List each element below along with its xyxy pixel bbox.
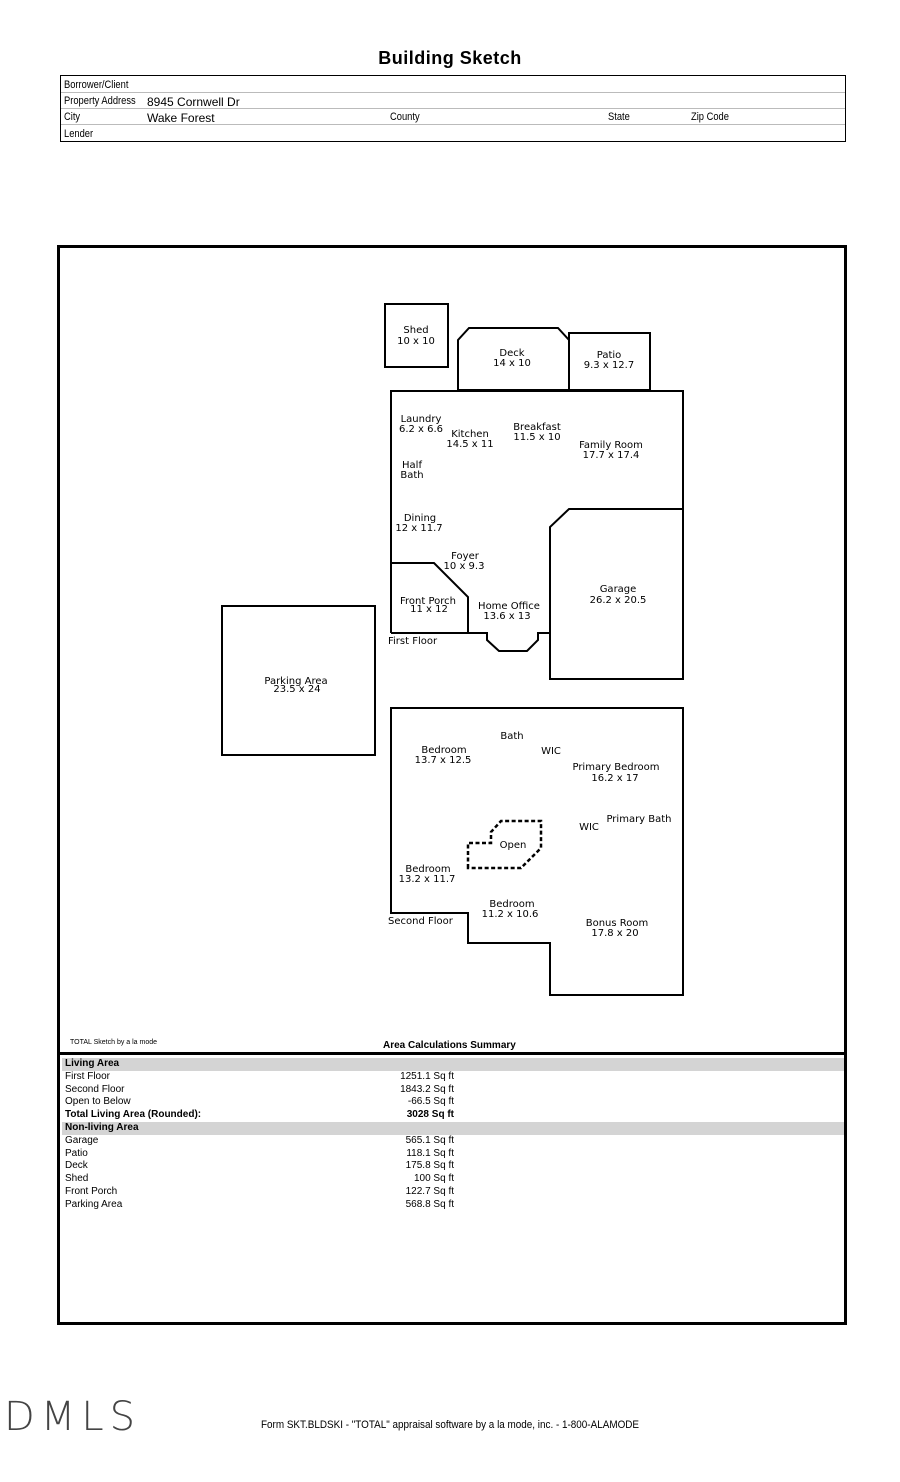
non-living-area-header [62, 1122, 844, 1135]
area-row [62, 1096, 844, 1109]
area-row-value: 122.7 Sq ft [405, 1185, 454, 1197]
family-room-dims: 17.7 x 17.4 [582, 450, 640, 461]
area-row-value: 175.8 Sq ft [405, 1160, 454, 1172]
area-row-value: 118.1 Sq ft [406, 1147, 454, 1159]
area-row [62, 1173, 844, 1186]
area-row-value: 100 Sq ft [413, 1173, 454, 1185]
area-row-name: Open to Below [65, 1096, 131, 1108]
breakfast-dims: 11.5 x 10 [513, 432, 561, 443]
borrower-label: Borrower/Client [64, 79, 129, 91]
area-row-name: Shed [65, 1173, 89, 1185]
area-row-name: Second Floor [65, 1083, 125, 1095]
area-row-value: 565.1 Sq ft [405, 1134, 454, 1146]
primary-bedroom-dims: 16.2 x 17 [591, 773, 639, 784]
patio-label: Patio [596, 350, 622, 361]
bedroom-1-label: Bedroom [421, 745, 467, 756]
family-room-label: Family Room [579, 440, 643, 451]
area-row-name: First Floor [65, 1070, 110, 1082]
laundry-dims: 6.2 x 6.6 [398, 424, 444, 435]
state-label: State [608, 111, 630, 123]
area-row-value: 1251.1 Sq ft [400, 1070, 454, 1082]
bonus-room-dims: 17.8 x 20 [591, 928, 639, 939]
area-row-value: -66.5 Sq ft [407, 1096, 454, 1108]
kitchen-label: Kitchen [451, 429, 489, 440]
bath-label: Bath [500, 731, 524, 742]
deck-dims: 14 x 10 [493, 358, 531, 369]
bedroom-2-label: Bedroom [405, 864, 451, 875]
sketch-credit: TOTAL Sketch by a la mode [70, 1039, 158, 1046]
first-floor-label: First Floor [388, 636, 438, 647]
half-bath-label-1: Half [402, 460, 422, 471]
home-office-dims: 13.6 x 13 [483, 611, 531, 622]
non-living-area-header-label: Non-living Area [65, 1121, 139, 1133]
deck-label: Deck [499, 348, 525, 359]
area-row-value: 568.8 Sq ft [405, 1198, 454, 1210]
second-floor-label: Second Floor [388, 916, 453, 927]
shed-label: Shed [403, 325, 429, 336]
open-label: Open [499, 840, 527, 851]
area-row-name: Front Porch [65, 1185, 118, 1197]
county-label: County [390, 111, 420, 123]
wic-label-1: WIC [541, 746, 561, 757]
total-living-area-value: 3028 Sq ft [406, 1109, 454, 1121]
bedroom-3-label: Bedroom [489, 899, 535, 910]
form-footer: Form SKT.BLDSKI - "TOTAL" appraisal software by a la mode, inc. - 1-800-ALAMODE [260, 1419, 640, 1431]
area-calculations-table [62, 1058, 844, 1212]
bay-window-outline [468, 633, 550, 651]
front-porch-label: Front Porch [400, 596, 456, 607]
bedroom-3-dims: 11.2 x 10.6 [481, 909, 539, 920]
dmls-logo: DMLS [4, 1394, 141, 1440]
primary-bedroom-label: Primary Bedroom [572, 762, 660, 773]
area-row [62, 1148, 844, 1161]
area-row-name: Garage [65, 1134, 99, 1146]
city-label: City [64, 111, 81, 123]
area-row-name: Patio [65, 1147, 88, 1159]
foyer-dims: 10 x 9.3 [443, 561, 485, 572]
total-living-area-row [62, 1109, 844, 1122]
foyer-label: Foyer [451, 551, 479, 562]
page-title: Building Sketch [378, 48, 522, 68]
area-row [62, 1186, 844, 1199]
front-porch-dims: 11 x 12 [410, 604, 448, 615]
area-row [62, 1071, 844, 1084]
laundry-label: Laundry [400, 414, 442, 425]
area-row [62, 1160, 844, 1173]
lender-label: Lender [64, 128, 94, 140]
garage-label: Garage [599, 584, 637, 595]
living-area-header-label: Living Area [65, 1058, 120, 1069]
city-value: Wake Forest [147, 111, 215, 125]
parking-dims: 23.5 x 24 [273, 684, 321, 695]
bedroom-2-dims: 13.2 x 11.7 [398, 874, 456, 885]
area-summary-title: Area Calculations Summary [383, 1040, 516, 1051]
area-row [62, 1199, 844, 1212]
living-area-header [62, 1058, 844, 1071]
wic-label-2: WIC [579, 822, 599, 833]
bedroom-1-dims: 13.7 x 12.5 [414, 755, 472, 766]
address-value: 8945 Cornwell Dr [147, 95, 240, 109]
area-row-name: Parking Area [65, 1198, 123, 1210]
address-label: Property Address [64, 95, 136, 107]
zip-label: Zip Code [691, 111, 729, 123]
parking-label: Parking Area [264, 676, 328, 687]
area-row [62, 1135, 844, 1148]
shed-dims: 10 x 10 [397, 336, 435, 347]
area-row [62, 1084, 844, 1097]
garage-dims: 26.2 x 20.5 [589, 595, 647, 606]
bonus-room-label: Bonus Room [585, 918, 649, 929]
breakfast-label: Breakfast [513, 422, 561, 433]
patio-dims: 9.3 x 12.7 [583, 360, 635, 371]
total-living-area-label: Total Living Area (Rounded): [65, 1109, 202, 1121]
primary-bath-label: Primary Bath [606, 814, 672, 825]
kitchen-dims: 14.5 x 11 [446, 439, 494, 450]
home-office-label: Home Office [478, 601, 540, 612]
area-row-name: Deck [65, 1160, 88, 1172]
dining-dims: 12 x 11.7 [395, 523, 443, 534]
half-bath-label-2: Bath [400, 470, 424, 481]
area-row-value: 1843.2 Sq ft [400, 1083, 454, 1095]
dining-label: Dining [403, 513, 437, 524]
area-divider [58, 1052, 846, 1055]
